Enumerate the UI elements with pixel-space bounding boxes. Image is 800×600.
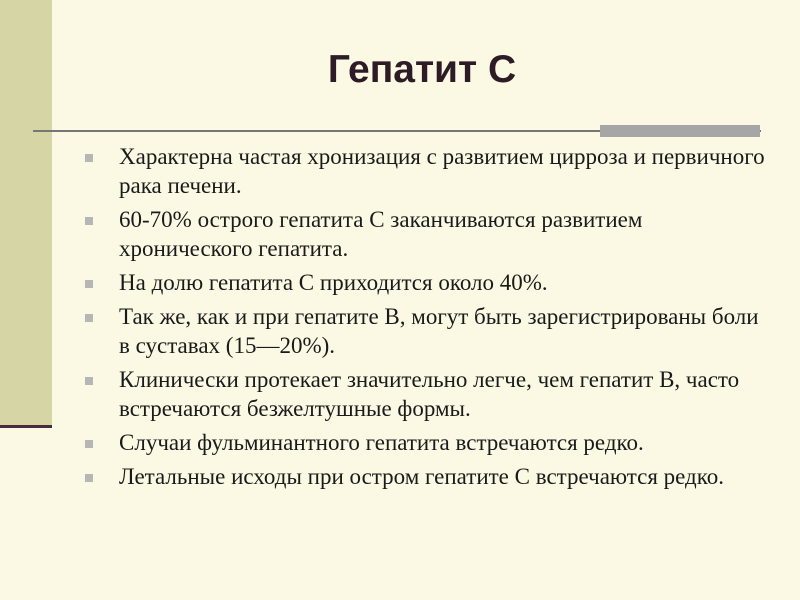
list-item (85, 302, 765, 360)
list-item (85, 142, 765, 200)
square-bullet-icon (85, 314, 93, 322)
bullet-text: На долю гепатита С приходится около 40%. (119, 270, 548, 295)
bullet-text: Случаи фульминантного гепатита встречаются редко. (119, 430, 644, 455)
title-divider-block (600, 125, 760, 137)
left-accent-bar (0, 0, 52, 425)
square-bullet-icon (85, 474, 93, 482)
bullet-list (85, 142, 765, 496)
bullet-text: Характерна частая хронизация с развитием цирроза и первичного рака печени. (119, 144, 765, 198)
square-bullet-icon (85, 154, 93, 162)
bullet-text: Клинически протекает значительно легче, чем гепатит В, часто встречаются безжелтушные формы. (119, 367, 740, 421)
list-item (85, 205, 765, 263)
square-bullet-icon (85, 440, 93, 448)
bullet-text: Летальные исходы при остром гепатите С встречаются редко. (119, 464, 725, 489)
square-bullet-icon (85, 217, 93, 225)
list-item (85, 268, 765, 297)
list-item (85, 365, 765, 423)
list-item (85, 428, 765, 457)
square-bullet-icon (85, 280, 93, 288)
slide-title: Гепатит С (327, 48, 517, 91)
bullet-text: Так же, как и при гепатите В, могут быть зарегистрированы боли в суставах (15—20%). (119, 304, 759, 358)
square-bullet-icon (85, 377, 93, 385)
bullet-text: 60-70% острого гепатита С заканчиваются развитием хронического гепатита. (119, 207, 643, 261)
left-accent-line (0, 425, 52, 428)
list-item (85, 462, 765, 491)
